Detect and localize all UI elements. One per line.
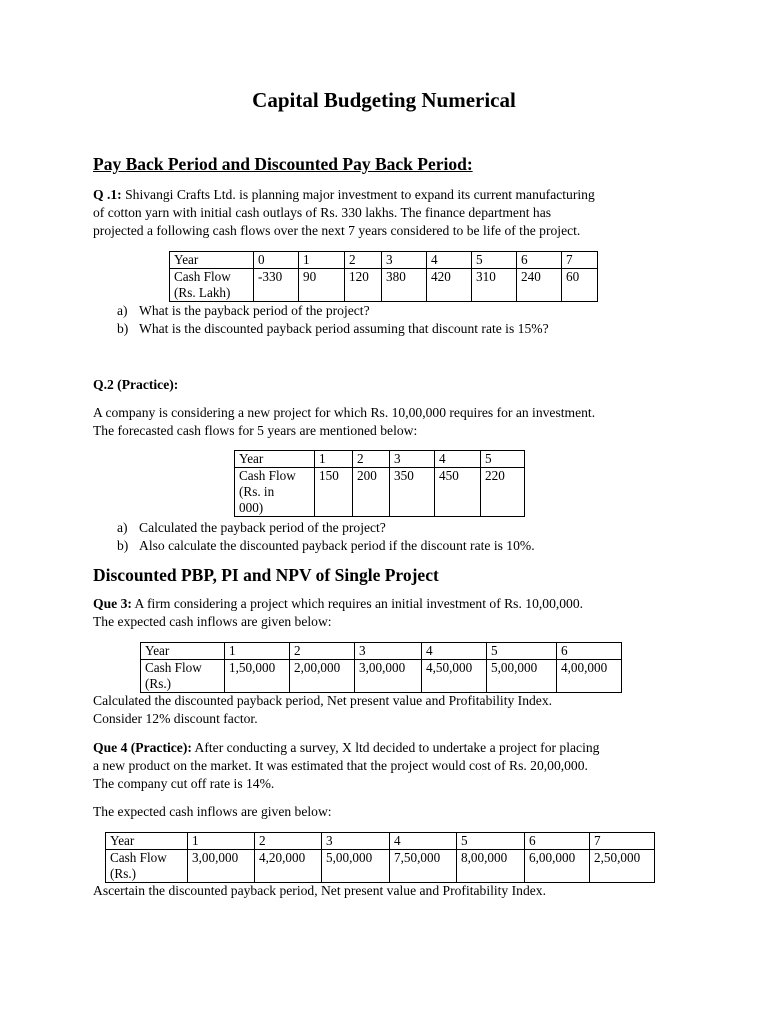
value-cell: 90: [299, 269, 345, 302]
list-marker: a): [117, 303, 128, 318]
list-marker: b): [117, 321, 129, 336]
cashflow-unit: (Rs.): [110, 866, 137, 881]
question-1-subquestions: [117, 302, 549, 338]
question-4-intro: The expected cash inflows are given below:: [93, 804, 332, 819]
value-cell: 2,00,000: [290, 660, 355, 693]
q1-cashflow-table: [169, 251, 598, 302]
list-marker: a): [117, 520, 128, 535]
value-cell: 1,50,000: [225, 660, 290, 693]
question-2-label-line: [93, 376, 683, 394]
cashflow-label: Cash Flow: [145, 660, 202, 675]
q4-cashflow-table: [105, 832, 655, 883]
table-row: [235, 451, 525, 468]
year-cell: 3: [390, 451, 435, 468]
value-cell: 7,50,000: [390, 850, 457, 883]
year-cell: 1: [315, 451, 353, 468]
value-cell: 60: [562, 269, 598, 302]
year-cell: 1: [299, 252, 345, 269]
cashflow-unit: (Rs.): [145, 676, 172, 691]
list-item-text: Calculated the payback period of the project?: [139, 520, 386, 535]
year-cell: 7: [562, 252, 598, 269]
value-cell: 3,00,000: [188, 850, 255, 883]
value-cell: 450: [435, 468, 481, 517]
list-item: [117, 519, 535, 537]
value-cell: 5,00,000: [487, 660, 557, 693]
value-cell: 6,00,000: [525, 850, 590, 883]
year-cell: 4: [427, 252, 472, 269]
value-cell: 8,00,000: [457, 850, 525, 883]
list-marker: b): [117, 538, 129, 553]
question-2-subquestions: [117, 519, 535, 555]
table-row: [235, 468, 525, 517]
list-item: [117, 320, 549, 338]
value-cell: -330: [254, 269, 299, 302]
year-cell: 4: [390, 833, 457, 850]
value-cell: 4,20,000: [255, 850, 322, 883]
year-header-cell: Year: [235, 451, 315, 468]
list-item-text: Also calculate the discounted payback period if the discount rate is 10%.: [139, 538, 535, 553]
q3-cashflow-table: [140, 642, 622, 693]
table-row: [106, 850, 655, 883]
value-cell: 350: [390, 468, 435, 517]
cashflow-label: Cash Flow: [110, 850, 167, 865]
year-cell: 1: [188, 833, 255, 850]
list-item: [117, 537, 535, 555]
cashflow-header-cell: [141, 660, 225, 693]
question-2-label: Q.2 (Practice):: [93, 377, 179, 392]
year-cell: 7: [590, 833, 655, 850]
year-cell: 6: [517, 252, 562, 269]
question-3-line: The expected cash inflows are given below:: [93, 614, 332, 629]
value-cell: 380: [382, 269, 427, 302]
question-2-line: The forecasted cash flows for 5 years are mentioned below:: [93, 423, 418, 438]
year-cell: 2: [345, 252, 382, 269]
value-cell: 420: [427, 269, 472, 302]
list-item: [117, 302, 549, 320]
question-1: [93, 186, 683, 240]
value-cell: 4,50,000: [422, 660, 487, 693]
year-header-cell: Year: [141, 643, 225, 660]
table-row: [106, 833, 655, 850]
table-row: [141, 660, 622, 693]
year-cell: 5: [472, 252, 517, 269]
year-cell: 2: [290, 643, 355, 660]
year-cell: 5: [481, 451, 525, 468]
value-cell: 200: [353, 468, 390, 517]
page-title: Capital Budgeting Numerical: [252, 88, 516, 112]
question-1-line: Shivangi Crafts Ltd. is planning major investment to expand its current manufacturing: [125, 187, 595, 202]
value-cell: 2,50,000: [590, 850, 655, 883]
value-cell: 150: [315, 468, 353, 517]
list-item-text: What is the payback period of the project?: [139, 303, 370, 318]
question-3-task-line: Consider 12% discount factor.: [93, 711, 258, 726]
year-header-cell: Year: [170, 252, 254, 269]
cashflow-unit: (Rs. Lakh): [174, 285, 231, 300]
year-cell: 2: [255, 833, 322, 850]
cashflow-header-cell: [170, 269, 254, 302]
question-2-line: A company is considering a new project for which Rs. 10,00,000 requires for an investment.: [93, 405, 596, 420]
table-row: [170, 252, 598, 269]
year-cell: 4: [422, 643, 487, 660]
question-4-line: The company cut off rate is 14%.: [93, 776, 275, 791]
question-4-label: Que 4 (Practice):: [93, 740, 192, 755]
value-cell: 120: [345, 269, 382, 302]
q2-cashflow-table: [234, 450, 525, 517]
year-cell: 3: [382, 252, 427, 269]
year-cell: 3: [355, 643, 422, 660]
year-cell: 1: [225, 643, 290, 660]
cashflow-unit: (Rs. in: [239, 484, 275, 499]
question-4-task: Ascertain the discounted payback period, Net present value and Profitability Index.: [93, 883, 546, 898]
cashflow-header-cell: [235, 468, 315, 517]
table-row: [170, 269, 598, 302]
value-cell: 4,00,000: [557, 660, 622, 693]
question-3-task: [93, 692, 683, 728]
question-4: [93, 739, 683, 793]
value-cell: 310: [472, 269, 517, 302]
question-3: [93, 595, 683, 631]
year-cell: 6: [525, 833, 590, 850]
list-item-text: What is the discounted payback period assuming that discount rate is 15%?: [139, 321, 549, 336]
year-cell: 6: [557, 643, 622, 660]
section-heading-payback: Pay Back Period and Discounted Pay Back Period:: [93, 154, 473, 174]
question-1-label: Q .1:: [93, 187, 122, 202]
value-cell: 3,00,000: [355, 660, 422, 693]
cashflow-label: Cash Flow: [174, 269, 231, 284]
section-heading-npv: Discounted PBP, PI and NPV of Single Project: [93, 565, 439, 585]
year-header-cell: Year: [106, 833, 188, 850]
cashflow-label: Cash Flow: [239, 468, 296, 483]
table-row: [141, 643, 622, 660]
value-cell: 240: [517, 269, 562, 302]
year-cell: 2: [353, 451, 390, 468]
year-cell: 3: [322, 833, 390, 850]
question-4-line: After conducting a survey, X ltd decided to undertake a project for placing: [194, 740, 600, 755]
cashflow-unit: 000): [239, 500, 264, 515]
question-3-task-line: Calculated the discounted payback period, Net present value and Profitability Index.: [93, 693, 553, 708]
year-cell: 0: [254, 252, 299, 269]
question-4-line: a new product on the market. It was estimated that the project would cost of Rs. 20,00,000.: [93, 758, 588, 773]
question-1-line: projected a following cash flows over the next 7 years considered to be life of the project.: [93, 223, 581, 238]
question-3-line: A firm considering a project which requires an initial investment of Rs. 10,00,000.: [134, 596, 584, 611]
value-cell: 220: [481, 468, 525, 517]
year-cell: 4: [435, 451, 481, 468]
question-2: [93, 404, 683, 440]
year-cell: 5: [487, 643, 557, 660]
year-cell: 5: [457, 833, 525, 850]
value-cell: 5,00,000: [322, 850, 390, 883]
question-3-label: Que 3:: [93, 596, 132, 611]
question-1-line: of cotton yarn with initial cash outlays of Rs. 330 lakhs. The finance department has: [93, 205, 552, 220]
cashflow-header-cell: [106, 850, 188, 883]
